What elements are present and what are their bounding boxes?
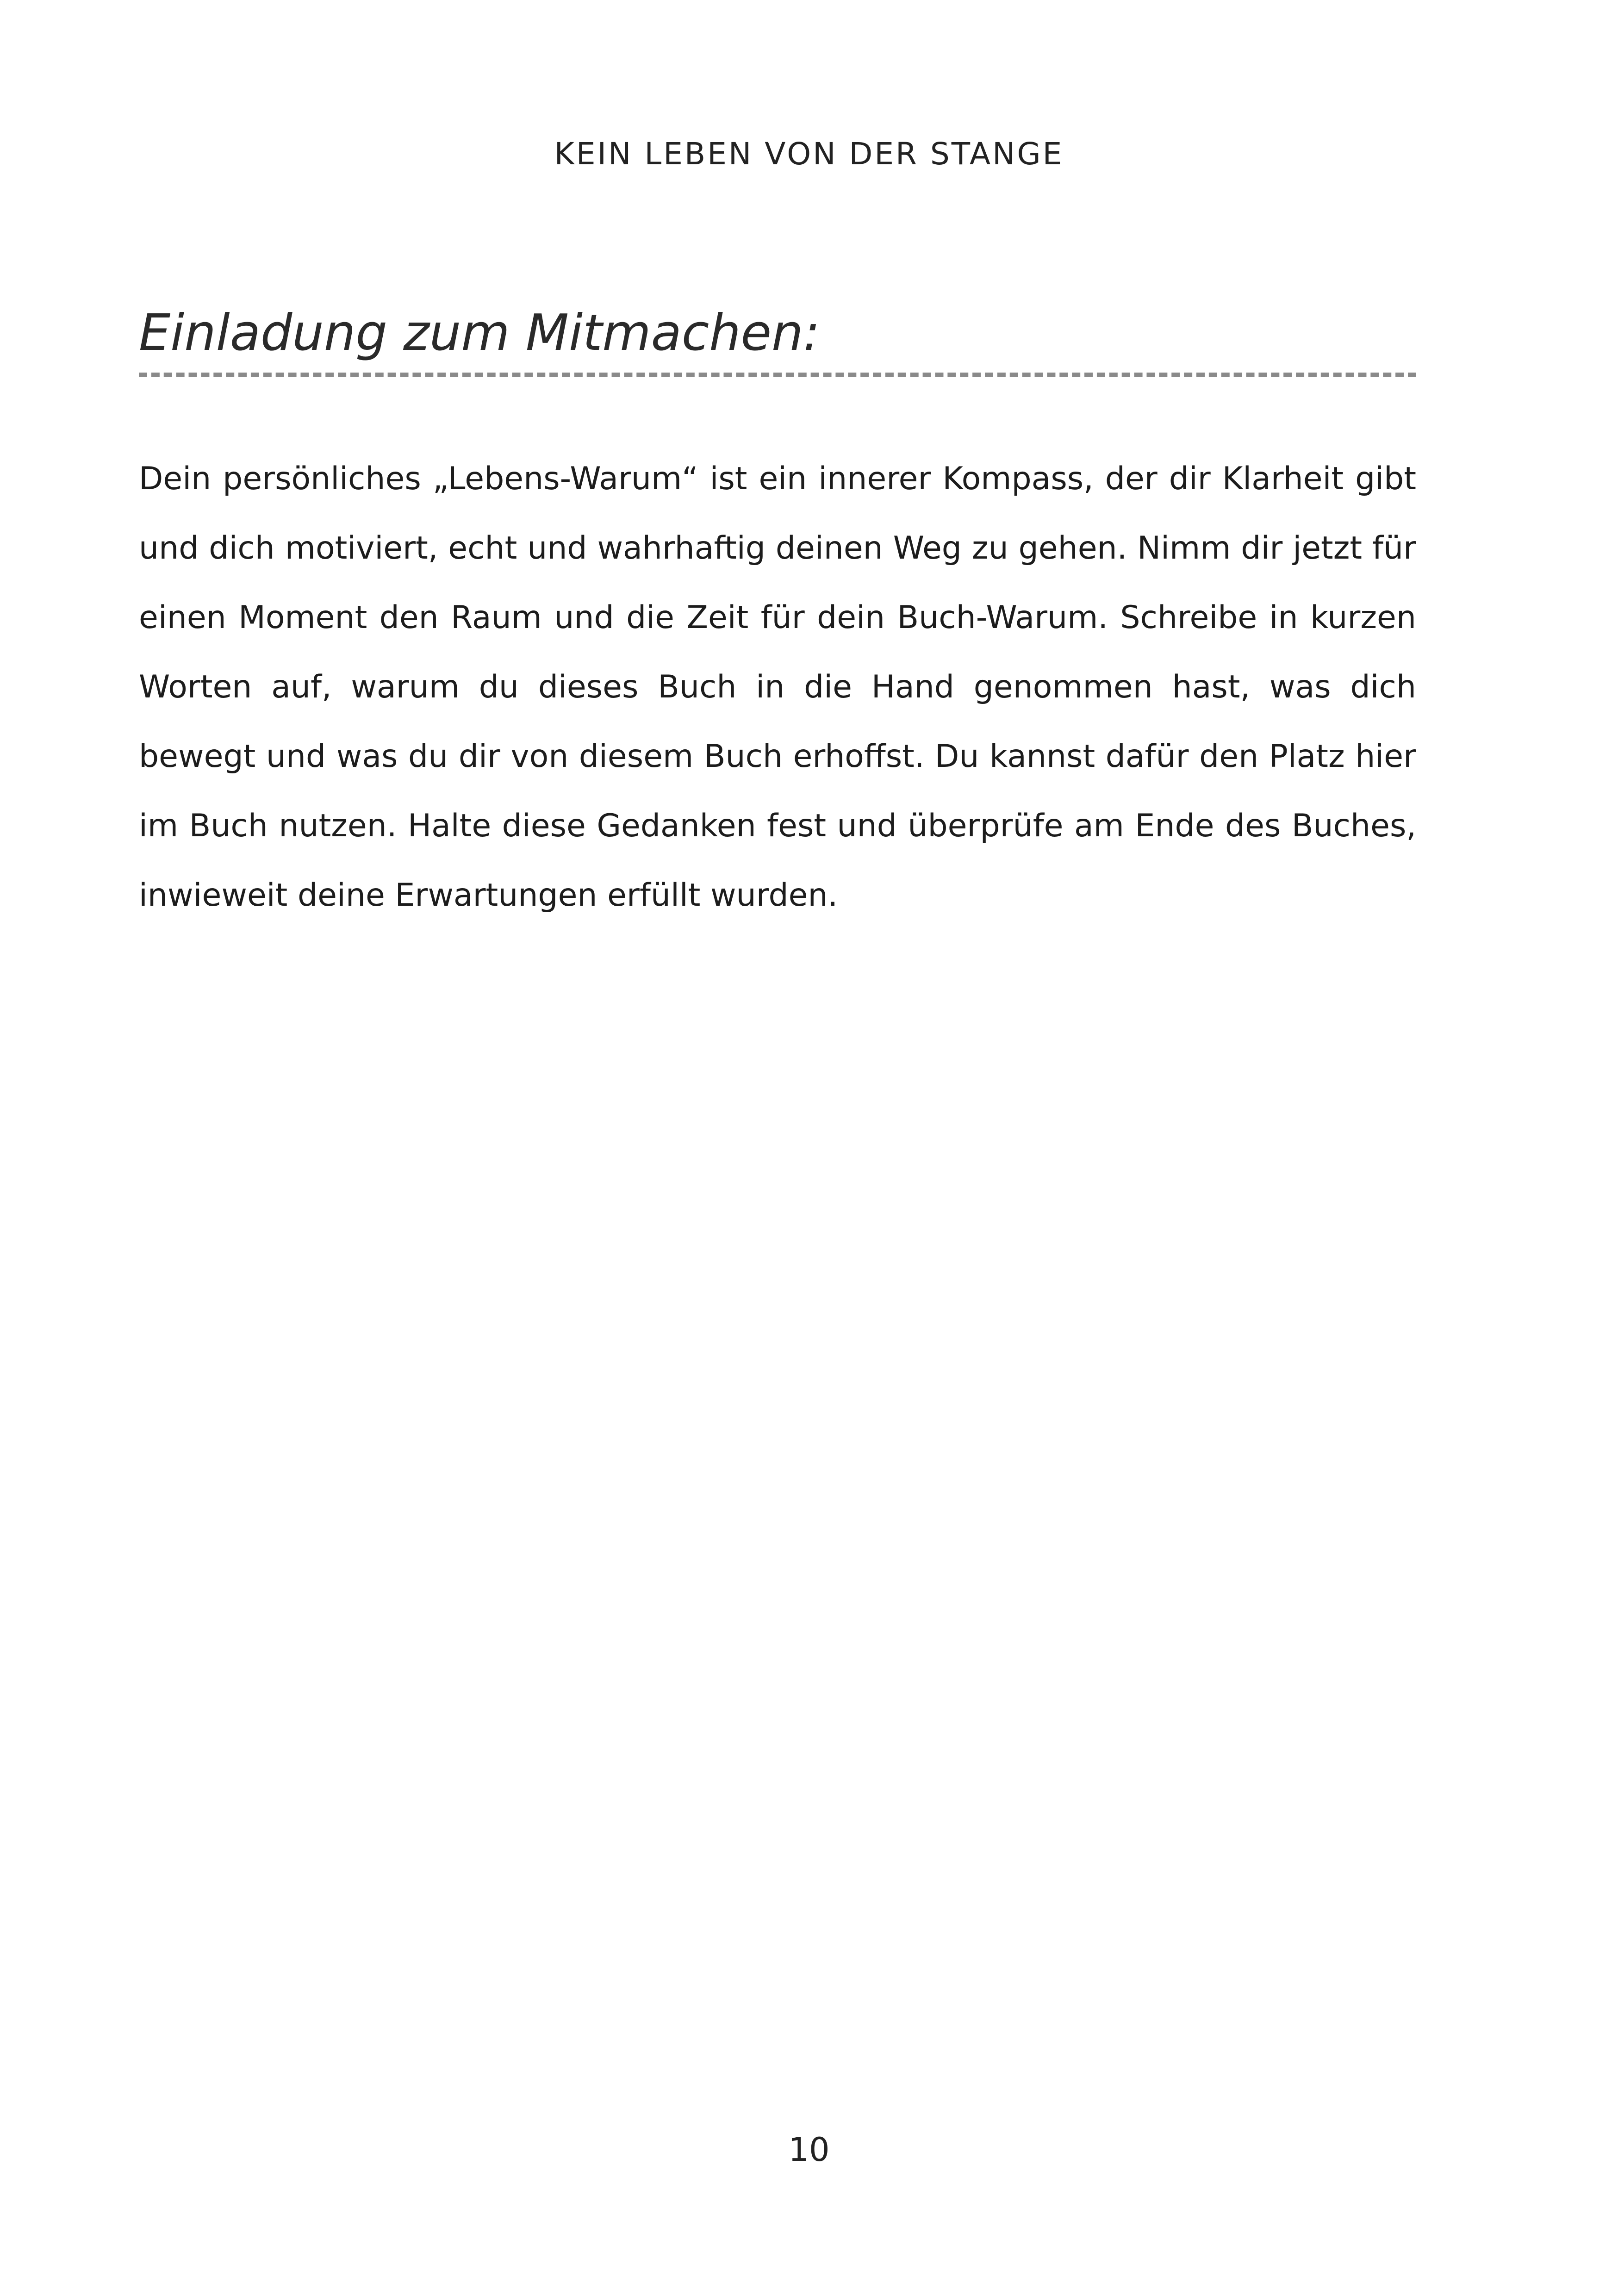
section-heading: Einladung zum Mitmachen: — [139, 304, 820, 362]
page-number: 10 — [788, 2131, 830, 2169]
dashed-rule — [139, 373, 1416, 377]
section-heading-block — [139, 303, 1416, 382]
body-paragraph: Dein persönliches „Lebens-Warum“ ist ein innerer Kompass, der dir Klarheit gibt und dich motiviert, echt und wahrhaftig deinen Weg zu gehen. Nimm dir jetzt für einen Moment den Raum und die Zeit für dein Buch-Warum. Schreibe in kurzen Worten auf, warum du dieses Buch in die Hand genommen hast, was dich bewegt und was du dir von diesem Buch erhoffst. Du kannst dafür den Platz hier im Buch nutzen. Halte diese Gedanken fest und überprüfe am Ende des Buches, inwieweit deine Erwartungen erfüllt wurden. — [139, 460, 1416, 914]
running-header: KEIN LEBEN VON DER STANGE — [554, 136, 1064, 172]
